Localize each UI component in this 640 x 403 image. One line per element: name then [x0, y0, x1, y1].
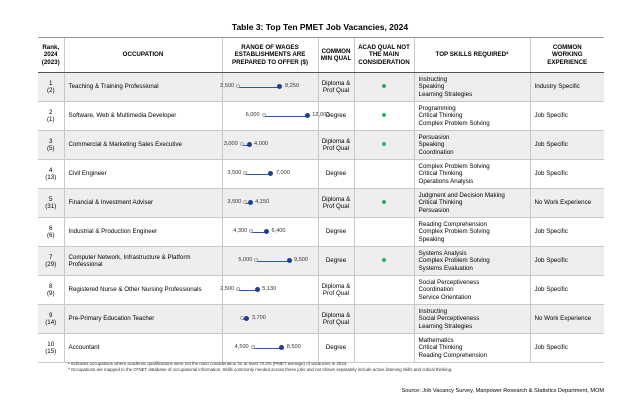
min-qual-line: Prof Qual	[322, 145, 350, 152]
skill-item: Systems Analysis	[418, 249, 467, 257]
min-qual-cell	[318, 73, 354, 102]
table-row	[38, 73, 604, 102]
min-qual-line: Diploma &	[321, 311, 351, 319]
rank-2023: (5)	[46, 145, 55, 152]
acad-qual-cell	[354, 334, 414, 363]
rank-cell	[38, 247, 64, 276]
wage-max-label: 5,130	[262, 286, 277, 292]
skill-item: Complex Problem Solving	[418, 228, 490, 236]
skill-item: Speaking	[418, 235, 445, 243]
wage-range-plot	[225, 218, 316, 246]
skill-item: Service Orientation	[418, 293, 472, 301]
wage-range-plot	[225, 334, 316, 362]
skill-item: Programming	[418, 104, 456, 112]
min-qual-line: Prof Qual	[322, 87, 350, 94]
wage-range-cell	[222, 305, 318, 334]
acad-qual-cell	[354, 102, 414, 131]
acad-qual-cell	[354, 73, 414, 102]
wage-max-label: 8,250	[284, 83, 299, 89]
header-experience: COMMON WORKING EXPERIENCE	[530, 38, 604, 73]
min-qual-cell	[318, 247, 354, 276]
table-row	[38, 276, 604, 305]
skill-item: Learning Strategies	[418, 322, 473, 330]
skills-cell	[414, 73, 530, 102]
wage-max-label: 9,500	[294, 257, 309, 263]
wage-range-plot	[220, 73, 316, 101]
wage-range-cell	[222, 276, 318, 305]
skill-item: Instructing	[418, 307, 448, 315]
rank-2024: 7	[49, 253, 53, 261]
experience-cell: No Work Experience	[530, 189, 604, 218]
skill-item: Critical Thinking	[418, 170, 463, 178]
rank-2023: (29)	[45, 261, 57, 268]
table-row	[38, 160, 604, 189]
wage-range-plot	[225, 247, 316, 275]
wage-max-label: 3,700	[251, 315, 266, 321]
acad-qual-cell	[354, 276, 414, 305]
skills-cell	[414, 334, 530, 363]
skill-item: Coordination	[418, 286, 454, 294]
header-wages: RANGE OF WAGES ESTABLISHMENTS ARE PREPARED TO OFFER ($)	[222, 38, 318, 73]
skills-cell	[414, 131, 530, 160]
acad-qual-indicator-dot	[382, 200, 386, 204]
wage-max-label: 4,000	[254, 141, 269, 147]
skill-item: Complex Problem Solving	[418, 162, 490, 170]
rank-cell	[38, 334, 64, 363]
skill-item: Persuasion	[418, 206, 450, 214]
skill-item: Judgment and Decision Making	[418, 191, 505, 199]
wage-range-plot	[225, 131, 316, 159]
occupation-cell: Accountant	[64, 334, 222, 363]
rank-2024: 6	[49, 224, 53, 232]
source-note: Source: Job Vacancy Survey, Manpower Research & Statistics Department, MOM	[401, 388, 604, 394]
occupation-cell: Software, Web & Multimedia Developer	[64, 102, 222, 131]
footnotes	[68, 361, 452, 373]
wage-min-label: 2,500	[220, 83, 235, 89]
wage-min-marker	[240, 316, 244, 320]
rank-cell	[38, 131, 64, 160]
rank-2024: 5	[49, 195, 53, 203]
skills-cell	[414, 189, 530, 218]
skills-cell	[414, 160, 530, 189]
wage-max-label: 7,000	[275, 170, 290, 176]
wage-max-label: 12,000	[312, 112, 330, 118]
skill-item: Learning Strategies	[418, 90, 473, 98]
table-title: Table 3: Top Ten PMET Job Vacancies, 2024	[231, 22, 409, 32]
wage-range-cell	[222, 189, 318, 218]
table-row	[38, 218, 604, 247]
rank-2024: 3	[49, 137, 53, 145]
wage-range-cell	[222, 247, 318, 276]
min-qual-cell	[318, 189, 354, 218]
wage-range-cell	[222, 160, 318, 189]
min-qual-line: Degree	[325, 257, 347, 265]
occupation-cell: Industrial & Production Engineer	[64, 218, 222, 247]
rank-cell	[38, 189, 64, 218]
skill-item: Instructing	[418, 75, 448, 83]
skill-item: Reading Comprehension	[418, 220, 487, 228]
wage-max-label: 4,150	[255, 199, 270, 205]
wage-range-plot	[225, 305, 316, 333]
skill-item: Critical Thinking	[418, 112, 463, 120]
skill-item: Persuasion	[418, 133, 450, 141]
header-top-skills: TOP SKILLS REQUIREDª	[414, 38, 530, 73]
table-row	[38, 102, 604, 131]
rank-2023: (1)	[46, 116, 55, 123]
skills-cell	[414, 276, 530, 305]
rank-2024: 4	[49, 166, 53, 174]
skills-cell	[414, 218, 530, 247]
occupation-cell: Commercial & Marketing Sales Executive	[64, 131, 222, 160]
acad-qual-cell	[354, 218, 414, 247]
acad-qual-indicator-dot	[382, 142, 386, 146]
wage-range-line	[253, 348, 282, 349]
wage-min-label: 4,300	[233, 228, 248, 234]
wage-range-plot	[225, 189, 316, 217]
rank-2024: 9	[49, 311, 53, 319]
rank-2024: 1	[49, 79, 53, 87]
experience-cell: Industry Specific	[530, 73, 604, 102]
min-qual-line: Diploma &	[321, 137, 351, 145]
skill-item: Critical Thinking	[418, 199, 463, 207]
min-qual-line: Diploma &	[321, 282, 351, 290]
experience-cell: Job Specific	[530, 131, 604, 160]
acad-qual-cell	[354, 160, 414, 189]
rank-2024: 8	[49, 282, 53, 290]
wage-min-label: 2,500	[220, 286, 235, 292]
rank-2023: (13)	[45, 174, 57, 181]
experience-cell: Job Specific	[530, 276, 604, 305]
wage-max-label: 8,500	[286, 344, 301, 350]
wage-range-line	[245, 174, 270, 175]
acad-qual-indicator-dot	[382, 258, 386, 262]
wage-range-cell	[222, 218, 318, 247]
wage-min-label: 4,500	[234, 344, 249, 350]
min-qual-cell	[318, 160, 354, 189]
header-row	[38, 38, 604, 73]
min-qual-cell	[318, 218, 354, 247]
skill-item: Complex Problem Solving	[418, 257, 490, 265]
min-qual-line: Prof Qual	[322, 290, 350, 297]
rank-cell	[38, 305, 64, 334]
acad-qual-cell	[354, 189, 414, 218]
wage-min-label: 3,000	[223, 141, 238, 147]
table-row	[38, 131, 604, 160]
table-row	[38, 334, 604, 363]
header-occupation: OCCUPATION	[64, 38, 222, 73]
rank-2023: (31)	[45, 203, 57, 210]
skill-item: Coordination	[418, 148, 454, 156]
skill-item: Complex Problem Solving	[418, 119, 490, 127]
min-qual-cell	[318, 305, 354, 334]
table-row	[38, 189, 604, 218]
wage-range-cell	[222, 131, 318, 160]
acad-qual-cell	[354, 131, 414, 160]
skills-cell	[414, 247, 530, 276]
skills-cell	[414, 102, 530, 131]
min-qual-line: Degree	[325, 112, 347, 120]
experience-cell: No Work Experience	[530, 305, 604, 334]
rank-2024: 2	[49, 108, 53, 116]
min-qual-line: Degree	[325, 344, 347, 352]
wage-range-line	[264, 116, 308, 117]
skill-item: Mathematics	[418, 336, 454, 344]
experience-cell: Job Specific	[530, 102, 604, 131]
min-qual-line: Degree	[325, 170, 347, 178]
min-qual-cell	[318, 334, 354, 363]
skills-cell	[414, 305, 530, 334]
vacancies-table	[38, 37, 604, 363]
rank-cell	[38, 102, 64, 131]
header-acad-qual: ACAD QUAL NOT THE MAIN CONSIDERATION	[354, 38, 414, 73]
rank-2023: (14)	[45, 319, 57, 326]
footnote-onet: ª Occupations are mapped to the O*NET database of occupational information. Skills commonly needed across these jobs and not shown separately include active listening skills and critical thinking.	[68, 367, 453, 372]
min-qual-line: Diploma &	[321, 79, 351, 87]
wage-range-cell	[222, 102, 330, 131]
rank-2023: (9)	[46, 290, 55, 297]
experience-cell: Job Specific	[530, 334, 604, 363]
occupation-cell: Financial & Investment Adviser	[64, 189, 222, 218]
rank-cell	[38, 218, 64, 247]
table-row	[38, 247, 604, 276]
rank-cell	[38, 160, 64, 189]
wage-max-label: 6,400	[271, 228, 286, 234]
experience-cell: Job Specific	[530, 247, 604, 276]
wage-range-plot	[220, 276, 316, 304]
min-qual-cell	[318, 276, 354, 305]
min-qual-line: Prof Qual	[322, 203, 350, 210]
table-body	[38, 73, 604, 363]
occupation-cell: Civil Engineer	[64, 160, 222, 189]
wage-range-plot	[225, 160, 316, 188]
wage-min-label: 3,500	[227, 170, 242, 176]
occupation-cell: Registered Nurse & Other Nursing Professionals	[64, 276, 222, 305]
min-qual-cell	[318, 131, 354, 160]
wage-min-label: 3,500	[227, 199, 242, 205]
skill-item: Social Perceptiveness	[418, 315, 480, 323]
rank-2023: (15)	[45, 348, 57, 355]
skill-item: Systems Evaluation	[418, 264, 473, 272]
acad-qual-cell	[354, 305, 414, 334]
acad-qual-cell	[354, 247, 414, 276]
skill-item: Speaking	[418, 141, 445, 149]
experience-cell: Job Specific	[530, 160, 604, 189]
rank-cell	[38, 276, 64, 305]
wage-range-line	[256, 261, 289, 262]
skill-item: Speaking	[418, 83, 445, 91]
wage-range-plot	[225, 102, 330, 130]
header-min-qual: COMMON MIN QUAL	[318, 38, 354, 73]
wage-range-line	[238, 87, 280, 88]
wage-range-cell	[222, 334, 318, 363]
wage-range-cell	[222, 73, 318, 102]
rank-2023: (2)	[46, 87, 55, 94]
skill-item: Reading Comprehension	[418, 351, 487, 359]
skill-item: Social Perceptiveness	[418, 278, 480, 286]
rank-2023: (6)	[46, 232, 55, 239]
experience-cell: Job Specific	[530, 218, 604, 247]
footnote-academic: • Indicates occupations where academic qualifications were not the main consideration for at least 70.3% (PMET average) of vacancies in 2024.	[68, 361, 348, 366]
acad-qual-indicator-dot	[382, 84, 386, 88]
occupation-cell: Computer Network, Infrastructure & Platform Professional	[64, 247, 222, 276]
occupation-cell: Pre-Primary Education Teacher	[64, 305, 222, 334]
wage-min-label: 5,000	[238, 257, 253, 263]
min-qual-line: Degree	[325, 228, 347, 236]
table-row	[38, 305, 604, 334]
skill-item: Critical Thinking	[418, 344, 463, 352]
wage-min-label: 6,000	[245, 112, 260, 118]
min-qual-line: Prof Qual	[322, 319, 350, 326]
rank-2024: 10	[47, 340, 55, 348]
occupation-cell: Teaching & Training Professional	[64, 73, 222, 102]
header-rank: Rank, 2024 (2023)	[38, 38, 64, 73]
min-qual-line: Diploma &	[321, 195, 351, 203]
acad-qual-indicator-dot	[382, 113, 386, 117]
skill-item: Operations Analysis	[418, 177, 474, 185]
rank-cell	[38, 73, 64, 102]
